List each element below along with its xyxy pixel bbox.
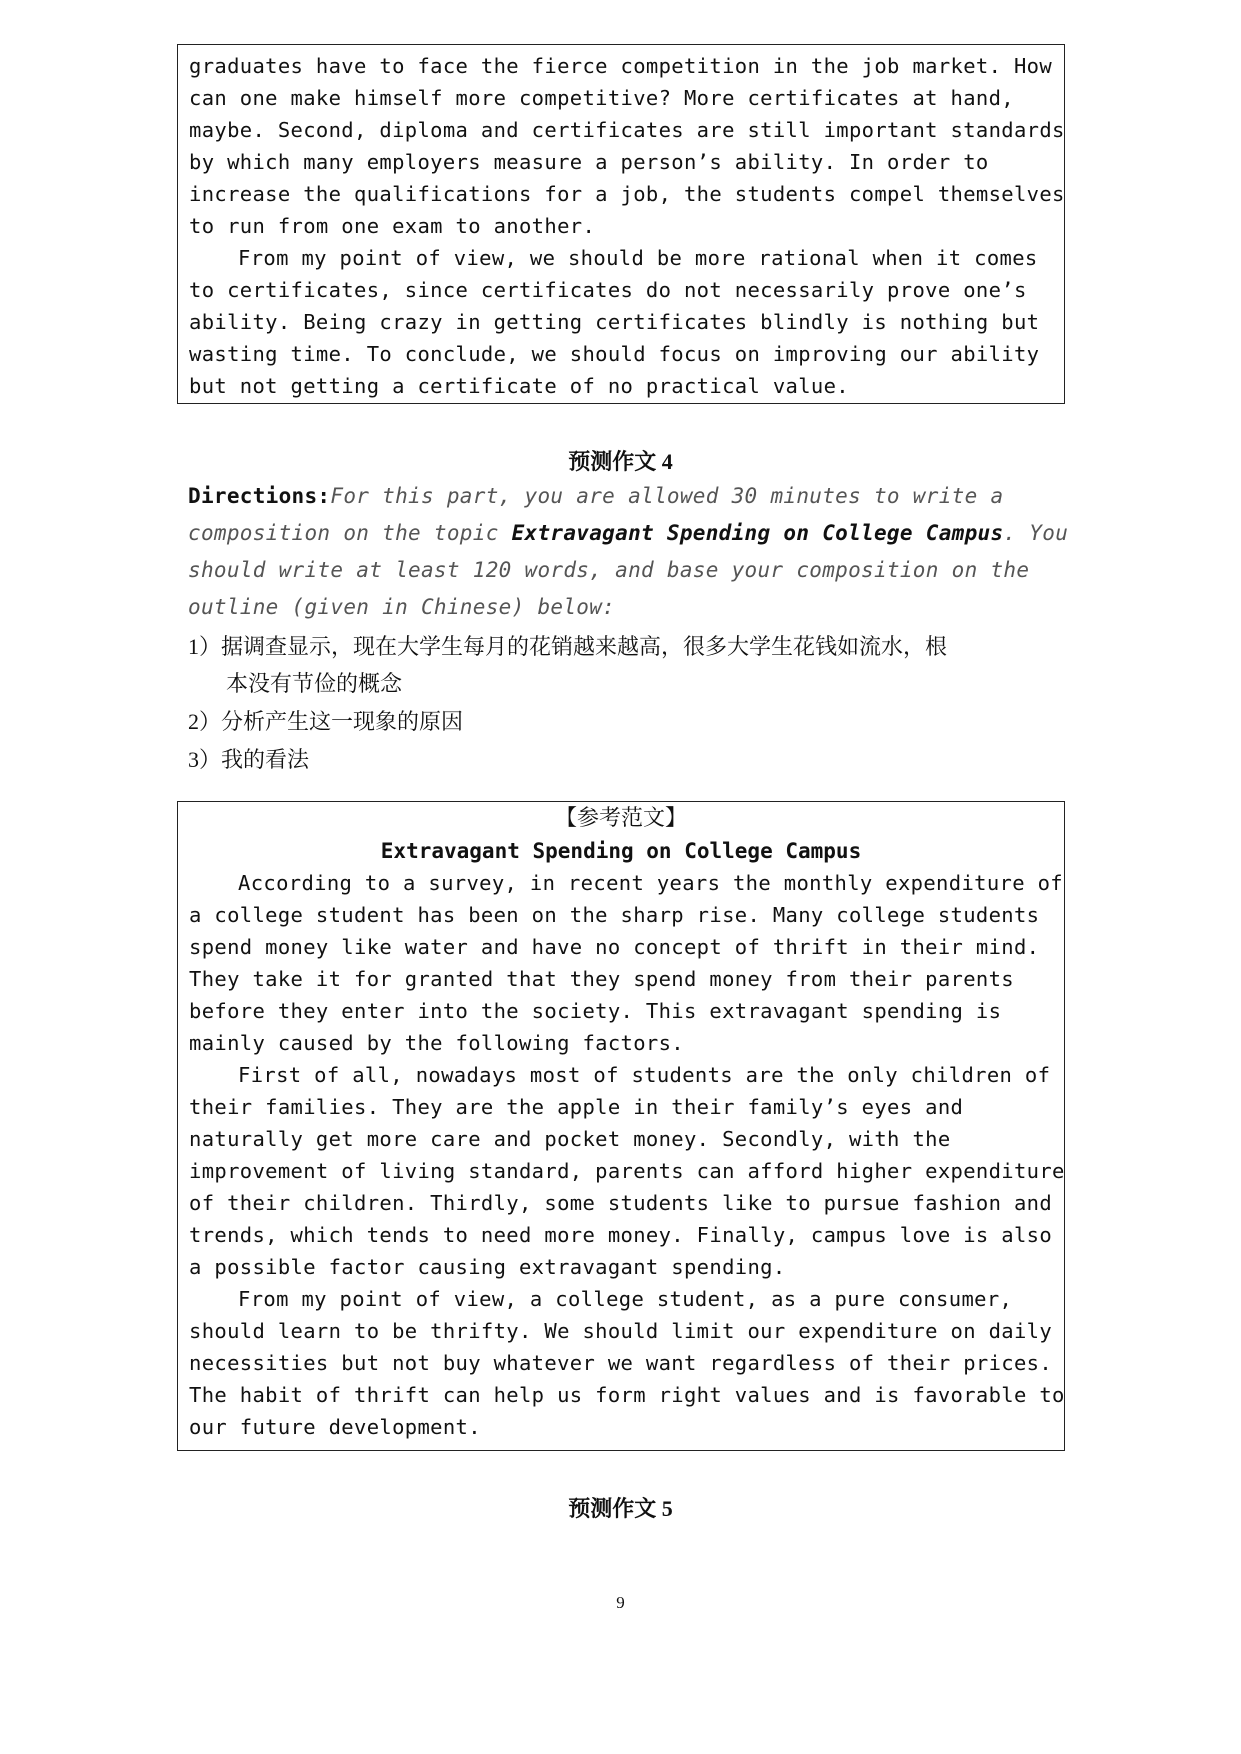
essay-line: of their children. Thirdly, some students like to pursue fashion and: [189, 1191, 1053, 1215]
essay-title: Extravagant Spending on College Campus: [380, 839, 862, 863]
essay-line: They take it for granted that they spend money from their parents: [189, 967, 1014, 991]
directions-text: . You: [1003, 521, 1069, 545]
essay-line: mainly caused by the following factors.: [189, 1031, 684, 1055]
directions-text: should write at least 120 words, and base your composition on the: [188, 558, 1030, 582]
directions-text: outline (given in Chinese) below:: [188, 595, 616, 619]
essay-line: before they enter into the society. This extravagant spending is: [189, 999, 1002, 1023]
essay-line: trends, which tends to need more money. Finally, campus love is also: [189, 1223, 1053, 1247]
essay-line: naturally get more care and pocket money. Secondly, with the: [189, 1127, 951, 1151]
essay-line: a college student has been on the sharp rise. Many college students: [189, 903, 1040, 927]
directions-topic: Extravagant Spending on College Campus: [511, 521, 1004, 545]
sample-essay-box: [177, 801, 1065, 1451]
outline-item-1: 1）据调查显示，现在大学生每月的花销越来越高，很多大学生花钱如流水，根: [188, 634, 948, 659]
outline-item-2: 2）分析产生这一现象的原因: [188, 709, 464, 734]
essay-line: From my point of view, we should be more rational when it comes: [238, 246, 1038, 270]
sample-label: 【参考范文】: [554, 805, 687, 830]
directions-line: [188, 515, 1068, 552]
essay-line: graduates have to face the fierce competition in the job market. How: [189, 54, 1053, 78]
essay-line: by which many employers measure a person’s ability. In order to: [189, 150, 989, 174]
directions-line: [188, 478, 1003, 515]
essay-line: to run from one exam to another.: [189, 214, 596, 238]
directions-label: Directions:: [188, 484, 331, 508]
essay-line: First of all, nowadays most of students are the only children of: [238, 1063, 1051, 1087]
section-heading: 预测作文 4: [568, 449, 673, 474]
directions-text: composition on the topic: [188, 521, 512, 545]
essay-line: increase the qualifications for a job, the students compel themselves: [189, 182, 1065, 206]
essay-line: necessities but not buy whatever we want regardless of their prices.: [189, 1351, 1053, 1375]
essay-line: but not getting a certificate of no practical value.: [189, 374, 849, 398]
essay-line: The habit of thrift can help us form right values and is favorable to: [189, 1383, 1065, 1407]
essay-line: improvement of living standard, parents can afford higher expenditure: [189, 1159, 1065, 1183]
essay-line: a possible factor causing extravagant spending.: [189, 1255, 786, 1279]
essay-line: spend money like water and have no concept of thrift in their mind.: [189, 935, 1040, 959]
essay-line: our future development.: [189, 1415, 481, 1439]
essay-line: From my point of view, a college student, as a pure consumer,: [238, 1287, 1013, 1311]
essay-line: wasting time. To conclude, we should focus on improving our ability: [189, 342, 1040, 366]
essay-line: should learn to be thrifty. We should limit our expenditure on daily: [189, 1319, 1053, 1343]
outline-item-3: 3）我的看法: [188, 747, 310, 772]
essay-line: According to a survey, in recent years the monthly expenditure of: [238, 871, 1063, 895]
essay-line: their families. They are the apple in their family’s eyes and: [189, 1095, 964, 1119]
essay-line: ability. Being crazy in getting certificates blindly is nothing but: [189, 310, 1040, 334]
page-number: 9: [616, 1593, 625, 1612]
directions-line: [188, 552, 1029, 589]
essay-box-top: [177, 44, 1065, 404]
directions-text: For this part, you are allowed 30 minutes to write a: [330, 484, 1004, 508]
essay-line: maybe. Second, diploma and certificates are still important standards: [189, 118, 1065, 142]
essay-line: can one make himself more competitive? More certificates at hand,: [189, 86, 1014, 110]
outline-item-1-cont: 本没有节俭的概念: [226, 671, 403, 696]
essay-line: to certificates, since certificates do not necessarily prove one’s: [189, 278, 1027, 302]
section-heading: 预测作文 5: [568, 1496, 673, 1521]
directions-line: [188, 589, 615, 626]
